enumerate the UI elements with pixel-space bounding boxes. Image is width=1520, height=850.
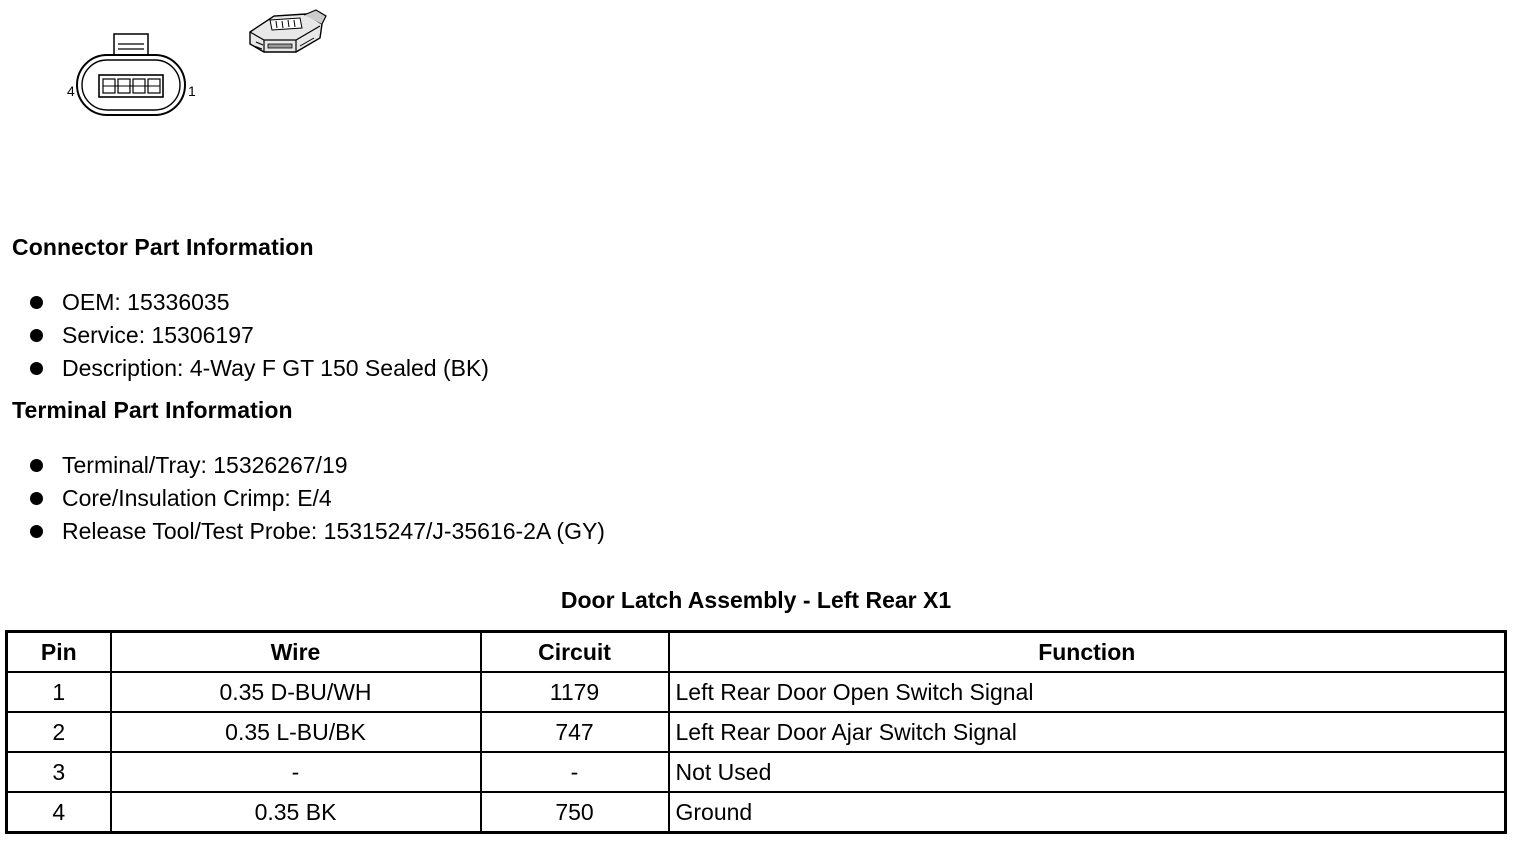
table-row: [7, 752, 1506, 792]
list-item-text: OEM: 15336035: [62, 289, 230, 315]
header-pin: Pin: [7, 632, 111, 673]
table-row: [7, 712, 1506, 752]
bullet-icon: [30, 296, 43, 309]
cell-function: Left Rear Door Open Switch Signal: [669, 672, 1506, 712]
cell-function: Ground: [669, 792, 1506, 833]
cell-wire: 0.35 D-BU/WH: [111, 672, 481, 712]
bullet-icon: [30, 329, 43, 342]
cell-circuit: 747: [481, 712, 669, 752]
list-item: [0, 518, 605, 551]
header-circuit: Circuit: [481, 632, 669, 673]
pin-label-right: 1: [188, 83, 196, 99]
header-wire: Wire: [111, 632, 481, 673]
cell-wire: -: [111, 752, 481, 792]
bullet-icon: [30, 525, 43, 538]
list-item-text: Release Tool/Test Probe: 15315247/J-35616-2A (GY): [62, 518, 605, 544]
terminal-info-list: [0, 452, 605, 551]
list-item: [0, 322, 489, 355]
connector-face-diagram: [62, 30, 204, 122]
list-item-text: Terminal/Tray: 15326267/19: [62, 452, 348, 478]
list-item: [0, 452, 605, 485]
table-title: Door Latch Assembly - Left Rear X1: [560, 587, 952, 613]
cell-pin: 2: [7, 712, 111, 752]
cell-pin: 3: [7, 752, 111, 792]
cell-wire: 0.35 BK: [111, 792, 481, 833]
cell-wire: 0.35 L-BU/BK: [111, 712, 481, 752]
header-function: Function: [669, 632, 1506, 673]
terminal-info-heading: Terminal Part Information: [12, 397, 293, 423]
list-item: [0, 355, 489, 388]
cell-circuit: -: [481, 752, 669, 792]
cell-pin: 4: [7, 792, 111, 833]
cell-circuit: 1179: [481, 672, 669, 712]
list-item-text: Service: 15306197: [62, 322, 254, 348]
connector-isometric-icon: [244, 6, 330, 58]
table-header-row: [7, 632, 1506, 673]
table-row: [7, 672, 1506, 712]
list-item: [0, 485, 605, 518]
list-item-text: Core/Insulation Crimp: E/4: [62, 485, 332, 511]
cell-function: Left Rear Door Ajar Switch Signal: [669, 712, 1506, 752]
table-row: [7, 792, 1506, 833]
connector-info-heading: Connector Part Information: [12, 234, 314, 260]
pin-table: [5, 630, 1507, 834]
cell-circuit: 750: [481, 792, 669, 833]
cell-pin: 1: [7, 672, 111, 712]
list-item: [0, 289, 489, 322]
pin-label-left: 4: [67, 83, 75, 99]
connector-info-list: [0, 289, 489, 388]
cell-function: Not Used: [669, 752, 1506, 792]
list-item-text: Description: 4-Way F GT 150 Sealed (BK): [62, 355, 489, 381]
bullet-icon: [30, 362, 43, 375]
bullet-icon: [30, 492, 43, 505]
bullet-icon: [30, 459, 43, 472]
